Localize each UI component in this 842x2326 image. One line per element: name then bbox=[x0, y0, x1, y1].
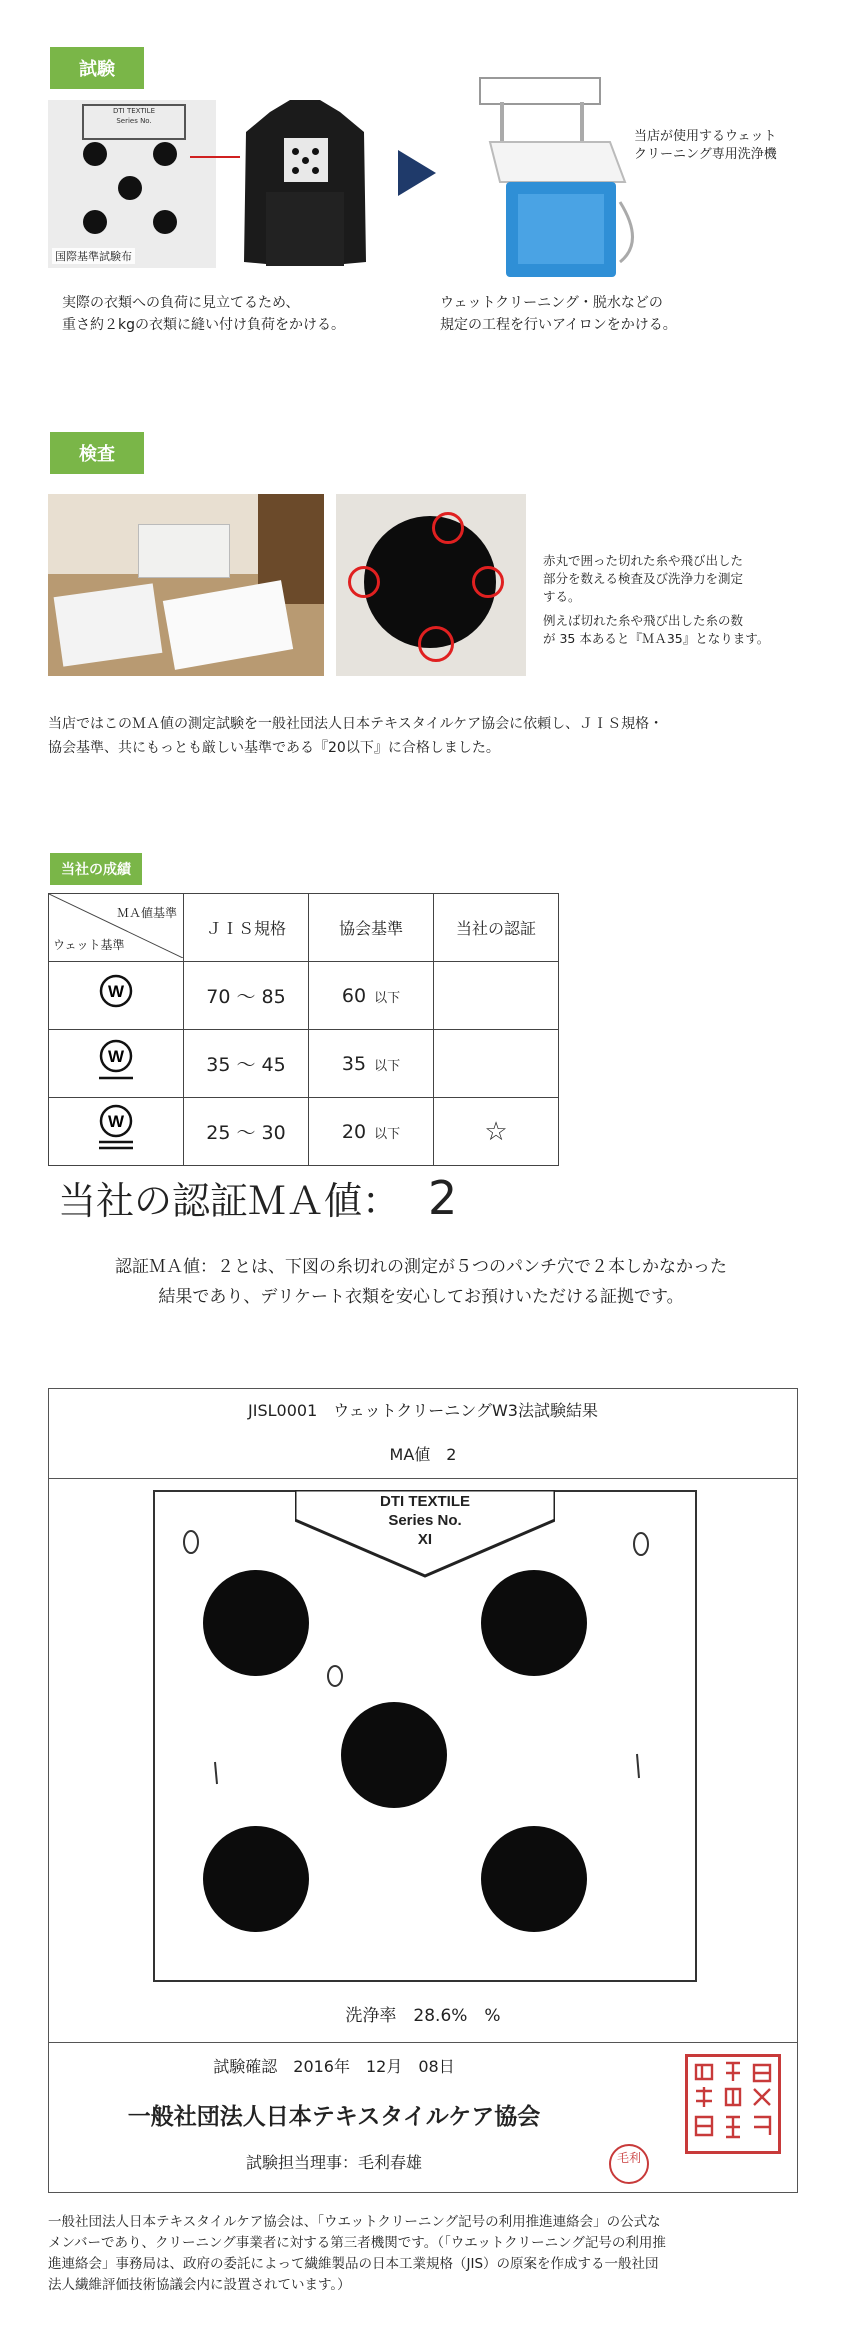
mini-hole bbox=[312, 148, 319, 155]
mini-hole bbox=[292, 148, 299, 155]
cert-org: 一般社団法人日本テキスタイルケア協会 bbox=[127, 2104, 541, 2130]
table-row bbox=[49, 1098, 559, 1166]
fabric-sheet bbox=[54, 583, 163, 666]
col-jis: ＪＩＳ規格 bbox=[184, 894, 309, 962]
fabric-hole bbox=[83, 210, 107, 234]
sewn-fabric-square bbox=[284, 138, 328, 182]
ours-value: ☆ bbox=[434, 1098, 559, 1166]
wet-symbol-cell bbox=[49, 1098, 184, 1166]
table-header-row bbox=[49, 894, 559, 962]
marker-ring bbox=[418, 626, 454, 662]
section-tag-test: 試験 bbox=[50, 47, 144, 89]
cert-wash-rate: 洗浄率 28.6% % bbox=[48, 1990, 798, 2043]
section-tag-results: 当社の成績 bbox=[50, 853, 142, 885]
section-tag-inspect: 検査 bbox=[50, 432, 144, 474]
wet-clean-icon bbox=[95, 972, 137, 1014]
sample-fabric bbox=[153, 1490, 697, 1982]
jis-value: 35 〜 45 bbox=[184, 1030, 309, 1098]
svg-text:W: W bbox=[107, 982, 125, 1001]
wet-symbol-cell bbox=[49, 1030, 184, 1098]
test-fabric-photo bbox=[48, 100, 216, 268]
wet-gentle-icon bbox=[95, 1038, 137, 1084]
marker-ring bbox=[472, 566, 504, 598]
test-right-text: ウェットクリーニング・脱水などの 規定の工程を行いアイロンをかける。 bbox=[440, 295, 677, 333]
machine-caption: 当店が使用するウェット クリーニング専用洗浄機 bbox=[634, 129, 777, 162]
cert-footer-box bbox=[48, 2042, 798, 2193]
cert-sample-frame bbox=[48, 1478, 798, 1991]
cert-confirm-date: 試験確認 2016年 12月 08日 bbox=[213, 2057, 455, 2076]
col-ours: 当社の認証 bbox=[434, 894, 559, 962]
magnified-hole-photo bbox=[336, 494, 526, 676]
assoc-value-cell: 60 以下 bbox=[309, 962, 434, 1030]
marker-ring bbox=[348, 566, 380, 598]
sample-label-text: DTI TEXTILE Series No. XI bbox=[380, 1493, 470, 1548]
jacket-photo bbox=[240, 92, 370, 268]
marker-ring bbox=[432, 512, 464, 544]
test-left-text: 実際の衣類への負荷に見立てるため、 重さ約２kgの衣類に縫い付け負荷をかける。 bbox=[62, 295, 345, 333]
header-top-label: ＭＡ値基準 bbox=[116, 906, 177, 920]
ours-value bbox=[434, 1030, 559, 1098]
paper-sheet bbox=[163, 580, 293, 670]
jis-value: 70 〜 85 bbox=[184, 962, 309, 1030]
svg-text:W: W bbox=[107, 1047, 125, 1066]
thread-marks bbox=[155, 1492, 695, 1980]
mini-hole bbox=[302, 157, 309, 164]
fabric-hole bbox=[83, 142, 107, 166]
process-arrow-icon bbox=[398, 150, 438, 196]
fabric-hole bbox=[153, 210, 177, 234]
fabric-label: DTI TEXTILE Series No. bbox=[82, 104, 186, 140]
ours-value bbox=[434, 962, 559, 1030]
wet-very-gentle-icon bbox=[95, 1104, 137, 1154]
inspection-lab-photo bbox=[48, 494, 324, 676]
cert-person: 試験担当理事：毛利春雄 bbox=[245, 2153, 422, 2172]
mini-hole bbox=[292, 167, 299, 174]
header-diagonal-cell bbox=[49, 894, 184, 962]
assoc-value-cell: 35 以下 bbox=[309, 1030, 434, 1098]
col-assoc: 協会基準 bbox=[309, 894, 434, 962]
cert-header: JISL0001 ウェットクリーニングW3法試験結果 bbox=[48, 1388, 798, 1434]
certified-value: 2 bbox=[428, 1171, 458, 1225]
certified-title: 当社の認証ＭＡ値： 2 bbox=[58, 1171, 458, 1225]
washing-machine-illustration bbox=[470, 72, 650, 287]
results-table bbox=[48, 893, 559, 1166]
svg-text:W: W bbox=[107, 1112, 125, 1131]
assoc-value-cell: 20 以下 bbox=[309, 1098, 434, 1166]
instrument-box bbox=[138, 524, 230, 578]
certified-description: 認証ＭＡ値：２とは、下図の糸切れの測定が５つのパンチ穴で２本しかなかった 結果であり、デリケート衣類を安心してお預けいただける証拠です。 bbox=[115, 1257, 727, 1307]
fabric-hole bbox=[153, 142, 177, 166]
table-row bbox=[49, 1030, 559, 1098]
inspect-summary: 当店ではこのＭＡ値の測定試験を一般社団法人日本テキスタイルケア協会に依頼し、ＪＩＳ規格・ 協会基準、共にもっとも厳しい基準である『20以下』に合格しました。 bbox=[48, 716, 664, 756]
footer-note: 一般社団法人日本テキスタイルケア協会は、「ウエットクリーニング記号の利用推進連絡会」の公式な メンバーであり、クリーニング事業者に対する第三者機関です。（「ウエットクリーニング記号の利用推 進連絡会」事務局は、政府の委託によって繊維製品の日本工業規格（JIS）の原案を作成する一般社団 法人繊維評価技術協議会内に設置されています。） bbox=[48, 2214, 666, 2293]
wet-symbol-cell bbox=[49, 962, 184, 1030]
seal-glyph-pattern bbox=[688, 2057, 778, 2151]
fabric-hole bbox=[118, 176, 142, 200]
table-row bbox=[49, 962, 559, 1030]
large-seal-stamp bbox=[685, 2054, 781, 2154]
fabric-caption: 国際基準試験布 bbox=[52, 248, 135, 264]
small-seal-stamp: 毛利 bbox=[609, 2144, 649, 2184]
jis-value: 25 〜 30 bbox=[184, 1098, 309, 1166]
cert-ma-value: MA値 2 bbox=[48, 1432, 798, 1479]
mini-hole bbox=[312, 167, 319, 174]
inspect-side-text: 赤丸で囲った切れた糸や飛び出した 部分を数える検査及び洗浄力を測定 する。 例えば切れた糸や飛び出した糸の数 が 35 本あると『ＭＡ35』となります。 bbox=[543, 553, 770, 646]
header-bottom-label: ウェット基準 bbox=[53, 938, 125, 952]
